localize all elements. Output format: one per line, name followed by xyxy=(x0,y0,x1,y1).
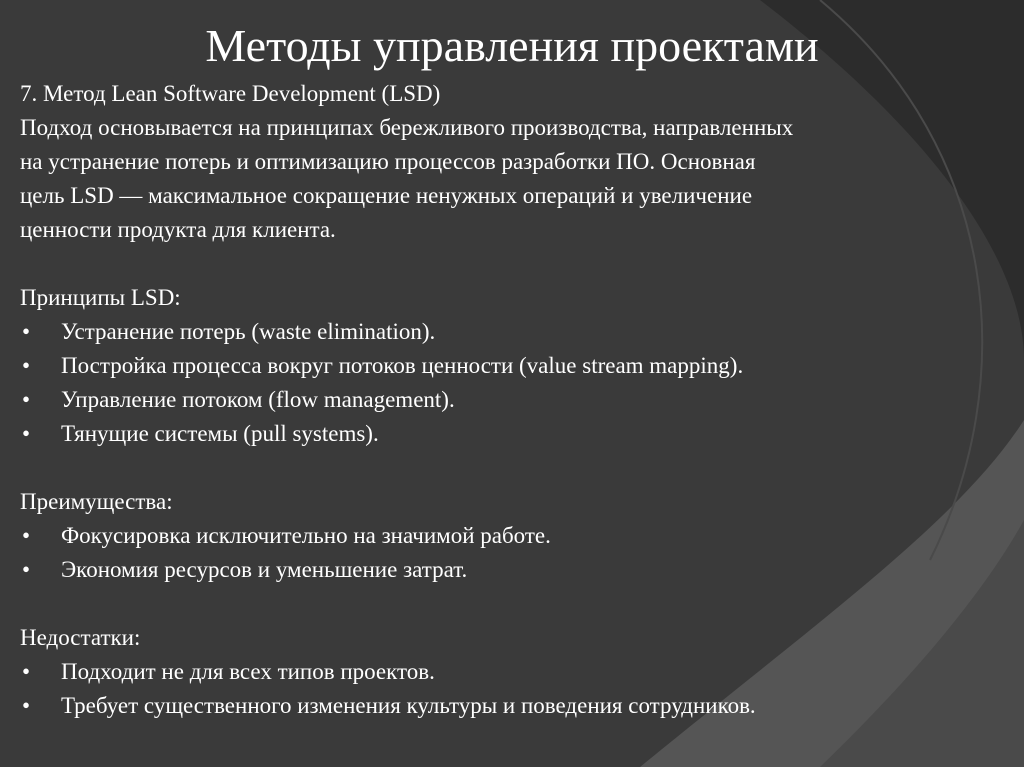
list-item xyxy=(20,655,1010,689)
list-item xyxy=(20,689,1010,723)
list-item-text: Требует существенного изменения культуры и поведения сотрудников. xyxy=(61,693,756,718)
list-item-text: Устранение потерь (waste elimination). xyxy=(61,319,436,344)
intro-line-4: ценности продукта для клиента. xyxy=(20,217,336,242)
slide-body xyxy=(20,77,1010,723)
principles-heading: Принципы LSD: xyxy=(20,285,181,310)
list-item xyxy=(20,553,1010,587)
bullet-icon: • xyxy=(22,387,31,412)
list-item-text: Подходит не для всех типов проектов. xyxy=(61,659,435,684)
intro-line-1: Подход основывается на принципах бережливого производства, направленных xyxy=(20,115,794,140)
disadvantages-heading: Недостатки: xyxy=(20,625,141,650)
list-item xyxy=(20,417,1010,451)
list-item xyxy=(20,349,1010,383)
advantages-heading: Преимущества: xyxy=(20,489,173,514)
list-item-text: Тянущие системы (pull systems). xyxy=(61,421,379,446)
section-spacer xyxy=(20,451,1010,485)
list-item-text: Фокусировка исключительно на значимой работе. xyxy=(61,523,551,548)
bullet-icon: • xyxy=(22,353,31,378)
intro-line-3: цель LSD — максимальное сокращение ненужных операций и увеличение xyxy=(20,183,753,208)
bullet-icon: • xyxy=(22,523,31,548)
list-item xyxy=(20,519,1010,553)
page-title: Методы управления проектами xyxy=(205,20,819,71)
list-item xyxy=(20,315,1010,349)
bullet-icon: • xyxy=(22,659,31,684)
list-item-text: Управление потоком (flow management). xyxy=(61,387,455,412)
section-spacer xyxy=(20,587,1010,621)
method-subtitle: 7. Метод Lean Software Development (LSD) xyxy=(20,81,441,106)
list-item-text: Экономия ресурсов и уменьшение затрат. xyxy=(61,557,468,582)
list-item-text: Постройка процесса вокруг потоков ценности (value stream mapping). xyxy=(61,353,744,378)
intro-line-2: на устранение потерь и оптимизацию процессов разработки ПО. Основная xyxy=(20,149,756,174)
list-item xyxy=(20,383,1010,417)
bullet-icon: • xyxy=(22,319,31,344)
bullet-icon: • xyxy=(22,693,31,718)
bullet-icon: • xyxy=(22,557,31,582)
bullet-icon: • xyxy=(22,421,31,446)
section-spacer xyxy=(20,247,1010,281)
